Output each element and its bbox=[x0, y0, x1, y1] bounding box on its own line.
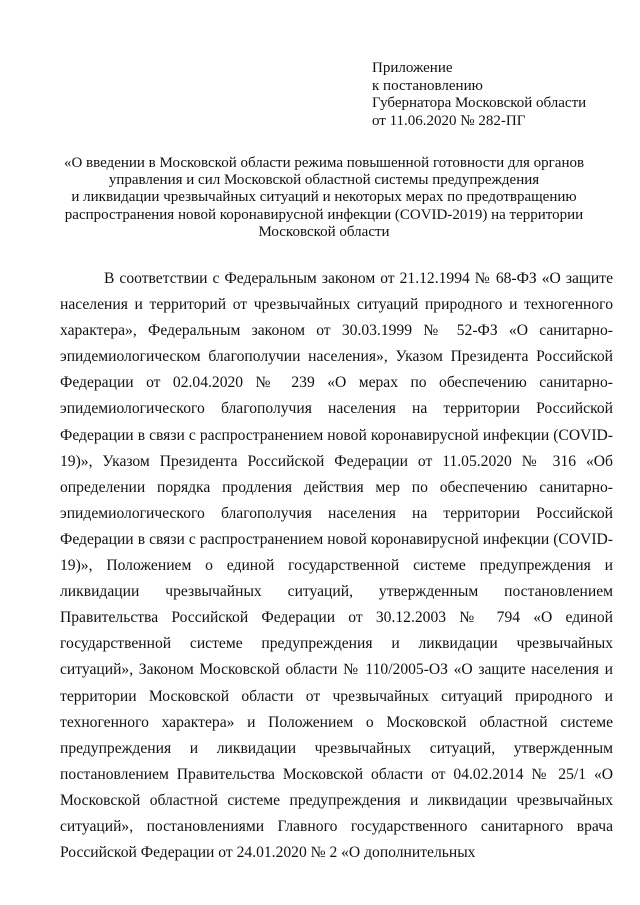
appendix-date-number: от 11.06.2020 № 282-ПГ bbox=[372, 112, 526, 129]
title-line: управления и сил Московской областной системы предупреждения bbox=[108, 172, 540, 189]
title-line: распространения новой коронавирусной инфекции (COVID-2019) на территории bbox=[64, 206, 584, 223]
appendix-issuer: Губернатора Московской области bbox=[372, 95, 587, 111]
body-paragraph: В соответствии с Федеральным законом от 21.12.1994 № 68-ФЗ «О защите населения и территорий от чрезвычайных ситуаций природного и техногенного характера», Федеральным законом от 30.03.1999 № 52-ФЗ «О санитарно-эпидемиологическом благополучии населения», Указом Президента Российской Федерации от 02.04.2020 № 239 «О мерах по обеспечению санитарно-эпидемиологического благополучия населения на территории Российской Федерации в связи с распространением новой коронавирусной инфекции (COVID-19)», Указом Президента Российской Федерации от 11.05.2020 № 316 «Об определении порядка продления действия мер по обеспечению санитарно-эпидемиологического благополучия населения на территории Российской Федерации в связи с распространением новой коронавирусной инфекции (COVID-19)», Положением о единой государственной системе предупреждения и ликвидации чрезвычайных ситуаций, утвержденным постановлением Правительства Российской Федерации от 30.12.2003 № 794 «О единой государственной системе предупреждения и ликвидации чрезвычайных ситуаций», Законом Московской области № 110/2005-ОЗ «О защите населения и территории Московской области от чрезвычайных ситуаций природного и техногенного характера» и Положением о Московской областной системе предупреждения и ликвидации чрезвычайных ситуаций, утвержденным постановлением Правительства Московской области от 04.02.2014 № 25/1 «О Московской областной системе предупреждения и ликвидации чрезвычайных ситуаций», постановлениями Главного государственного санитарного врача Российской Федерации от 24.01.2020 № 2 «О дополнительных bbox=[60, 270, 613, 862]
title-line: и ликвидации чрезвычайных ситуаций и некоторых мерах по предотвращению bbox=[71, 189, 577, 206]
document-title bbox=[56, 155, 592, 241]
appendix-label: Приложение bbox=[372, 60, 453, 76]
title-line: Московской области bbox=[258, 223, 390, 240]
appendix-reference: к постановлению bbox=[372, 77, 483, 94]
title-line: «О введении в Московской области режима повышенной готовности для органов bbox=[63, 155, 585, 171]
appendix-block bbox=[372, 60, 622, 130]
